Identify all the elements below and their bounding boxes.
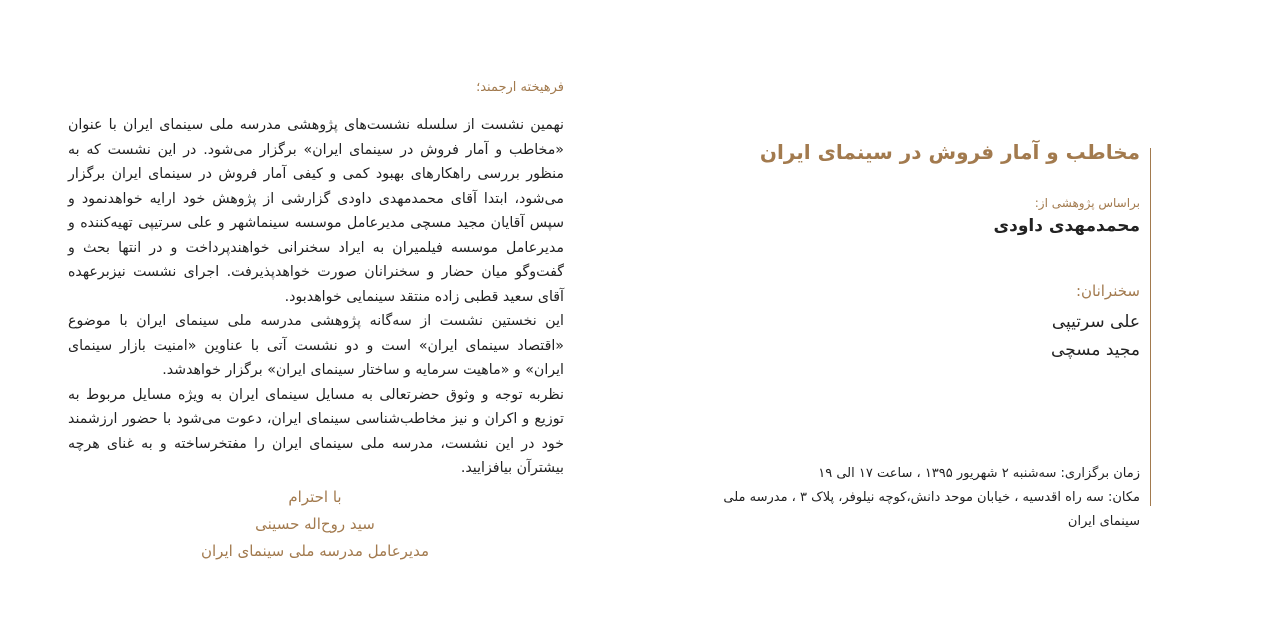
event-details bbox=[696, 130, 1140, 364]
event-title: مخاطب و آمار فروش در سینمای ایران bbox=[759, 140, 1140, 164]
letter-paragraph: این نخستین نشست از سه‌گانه پژوهشی مدرسه ملی سینمای ایران با موضوع «اقتصاد سینمای ایران» است و دو نشست آتی با عناوین «امنیت بازار سینمای ایران» و «ماهیت سرمایه و ساختار سینمای ایران» برگزار خواهدشد. bbox=[68, 313, 564, 378]
speaker-name: علی سرتیپی bbox=[1051, 312, 1140, 332]
signature-closing: با احترام bbox=[288, 488, 342, 506]
event-place: مکان: سه راه اقدسیه ، خیابان موحد دانش،کوچه نیلوفر، پلاک ۳ ، مدرسه ملی سینمای ایران bbox=[723, 490, 1140, 529]
based-on-label: براساس پژوهشی از: bbox=[1034, 196, 1140, 210]
speakers-label: سخنرانان: bbox=[1075, 282, 1140, 300]
salutation: فرهیخته ارجمند؛ bbox=[476, 80, 564, 95]
letter-paragraph: نهمین نشست از سلسله نشست‌های پژوهشی مدرسه ملی سینمای ایران با عنوان «مخاطب و آمار فروش در سینمای ایران» برگزار می‌شود. در این نشست که به منظور بررسی راهکارهای بهبود کمی و کیفی آمار فروش در سینمای ایران برگزار می‌شود، ابتدا آقای محمدمهدی داودی گزارشی از پژوهش خود ارایه خواهدنمود و سپس آقایان مجید مسچی مدیرعامل موسسه سینماشهر و علی سرتیپی تهیه‌کننده و مدیرعامل موسسه فیلمیران به ایراد سخنرانی خواهندپرداخت و در انتها بحث و گفت‌وگو میان حضار و سخنرانان صورت خواهدپذیرفت. اجرای نشست نیزبرعهده آقای سعید قطبی زاده منتقد سینمایی خواهدبود. bbox=[68, 117, 564, 305]
invitation-letter bbox=[68, 80, 564, 481]
researcher-name: محمدمهدی داودی bbox=[993, 216, 1140, 236]
signature-title: مدیرعامل مدرسه ملی سینمای ایران bbox=[200, 542, 430, 560]
letter-paragraph: نظربه توجه و وثوق حضرتعالی به مسایل سینمای ایران به ویژه مسایل مربوط به توزیع و اکران و نیز مخاطب‌شناسی سینمای ایران، دعوت می‌شود با حضور ارزشمند خود در این نشست، مدرسه ملی سینمای ایران را مفتخرساخته و به غنای هرچه بیشترآن بیافزایید. bbox=[68, 386, 564, 476]
speaker-name: مجید مسچی bbox=[1051, 340, 1140, 360]
event-info bbox=[696, 462, 1140, 534]
event-time: زمان برگزاری: سه‌شنبه ۲ شهریور ۱۳۹۵ ، ساعت ۱۷ الی ۱۹ bbox=[818, 466, 1140, 481]
signature-name: سید روح‌اله حسینی bbox=[255, 515, 375, 533]
signature-block bbox=[200, 484, 430, 565]
vertical-divider bbox=[1150, 148, 1151, 506]
